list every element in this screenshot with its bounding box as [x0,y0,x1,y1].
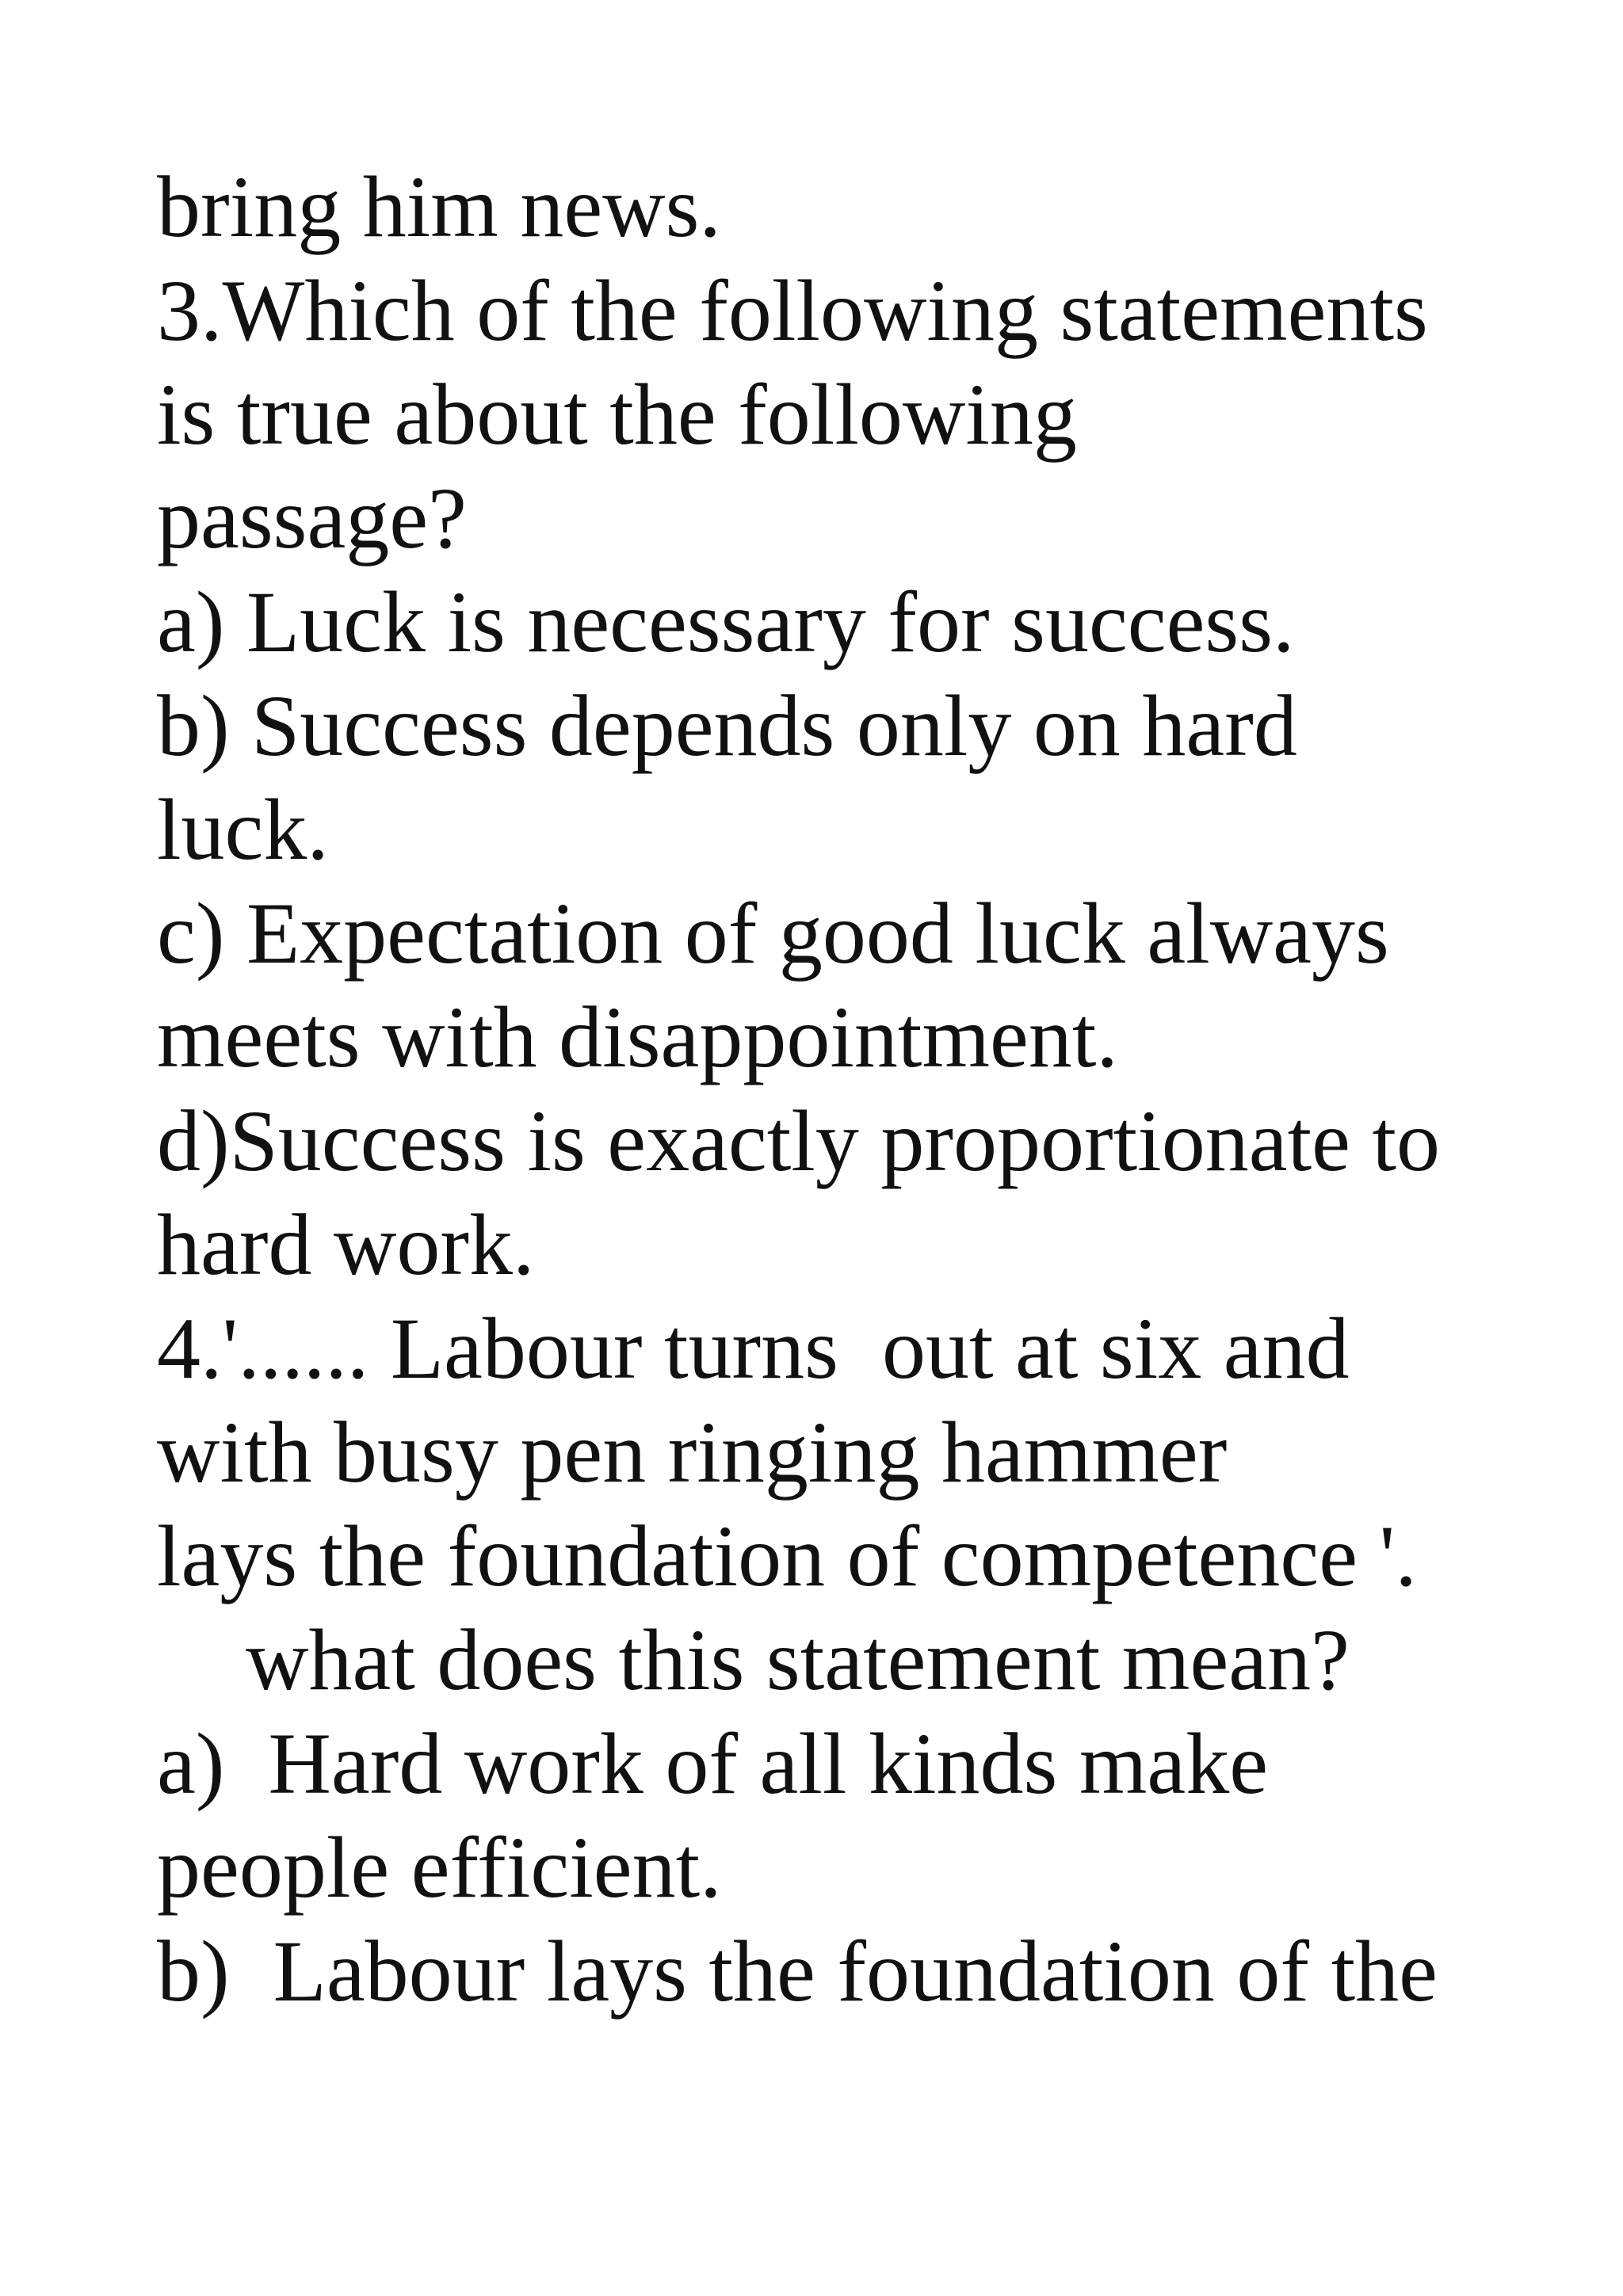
question-3-option-c-line-2: meets with disappointment. [157,989,1118,1085]
document-text [157,155,1583,2023]
question-3-line-2: is true about the following [157,366,1077,463]
question-3-option-a: a) Luck is necessary for success. [157,574,1295,670]
question-4-line-2: with busy pen ringing hammer [157,1404,1228,1501]
question-4-line-3: lays the foundation of competence '. [157,1508,1417,1604]
question-3-option-d-line-2: hard work. [157,1196,535,1293]
question-3-line-1: 3.Which of the following statements [157,262,1428,359]
question-4-option-a-line-1: a) Hard work of all kinds make [157,1715,1269,1812]
question-4-line-1: 4.'...... Labour turns out at six and [157,1300,1350,1397]
text-line-previous-answer-end: bring him news. [157,158,721,255]
question-4-prompt: what does this statement mean? [246,1611,1350,1708]
question-3-option-b-line-1: b) Success depends only on hard [157,677,1297,774]
question-4-option-a-line-2: people efficient. [157,1819,722,1916]
question-3-option-b-line-2: luck. [157,781,329,878]
question-4-option-b-line-1: b) Labour lays the foundation of the [157,1923,1438,2019]
question-3-option-c-line-1: c) Expectation of good luck always [157,885,1389,982]
question-3-option-d-line-1: d)Success is exactly proportionate to [157,1093,1441,1189]
question-3-line-3: passage? [157,470,467,566]
